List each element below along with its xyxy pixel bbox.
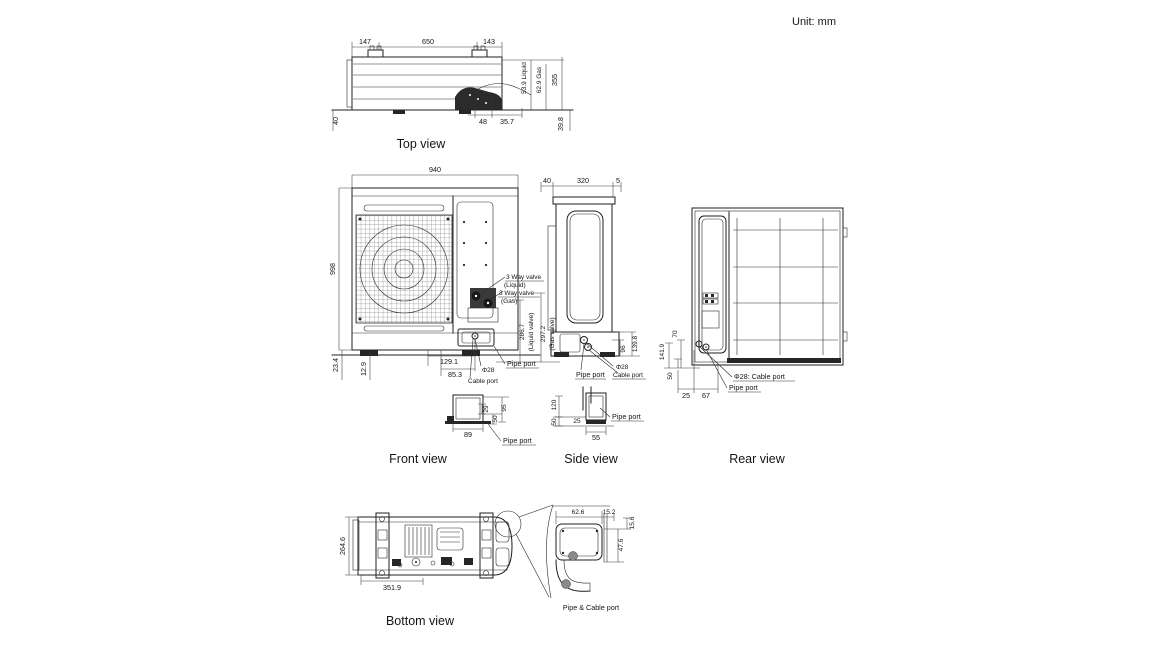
front-view-label: Front view	[389, 452, 447, 466]
side-view-dimensions	[541, 176, 646, 379]
label-pipe-port: Pipe port	[612, 412, 641, 421]
dim-62-9-gas: 62.9 Gas	[536, 66, 543, 94]
bottom-view-dimensions	[338, 517, 423, 592]
bottom-vent-slot	[364, 326, 444, 331]
label-pipe-port: Pipe port	[576, 370, 605, 379]
dim-23-4: 23.4	[331, 358, 340, 372]
dim-35-7: 35.7	[500, 117, 514, 126]
dim-297-2: 297.2	[540, 325, 547, 343]
dim-62-6: 62.6	[571, 509, 585, 516]
label-pipe-cable-port: Pipe & Cable port	[562, 603, 620, 612]
dim-147: 147	[359, 37, 371, 46]
magnifier-circle	[495, 511, 521, 537]
dim-143: 143	[483, 37, 495, 46]
port-plate	[556, 524, 602, 560]
side-view-body	[548, 197, 619, 357]
top-vent-slot	[364, 205, 444, 211]
label-gas: (Gas)	[501, 298, 518, 305]
dim-40: 40	[331, 117, 340, 125]
label-cable-port: Cable port	[468, 378, 498, 385]
dim-355: 355	[550, 74, 559, 86]
dim-55: 55	[592, 433, 600, 442]
side-handle	[567, 211, 603, 323]
label-liquid-valve: (Liquid valve)	[528, 312, 535, 352]
dim-15-6: 15.6	[629, 516, 636, 530]
dim-48: 48	[479, 117, 487, 126]
top-view	[331, 37, 573, 151]
side-view-label: Side view	[564, 452, 618, 466]
dim-85-3: 85.3	[448, 370, 462, 379]
dim-940: 940	[429, 165, 441, 174]
rear-view-body	[692, 208, 847, 365]
front-view-body	[332, 188, 540, 356]
dim-phi28: Φ28	[616, 364, 629, 371]
heat-exchanger-grid	[733, 218, 838, 355]
label-gas-valve: (Gas valve)	[549, 317, 556, 351]
front-pipe-port-detail	[445, 395, 536, 445]
fan-grille	[356, 215, 452, 323]
dim-47-6: 47.6	[618, 538, 625, 552]
dim-15-2: 15.2	[602, 509, 616, 516]
grommet	[569, 552, 578, 561]
dim-351-9: 351.9	[383, 583, 401, 592]
label-3way-valve-liquid: 3 Way valve	[506, 274, 542, 281]
dim-120: 120	[551, 399, 558, 411]
top-view-label: Top view	[396, 137, 446, 151]
dim-phi28: Φ28	[482, 367, 495, 374]
dim-650: 650	[422, 37, 434, 46]
dim-264-6: 264.6	[338, 537, 347, 555]
rear-view	[659, 208, 847, 466]
unit-note: Unit: mm	[792, 16, 836, 28]
grommet	[562, 580, 571, 589]
label-pipe-port: Pipe port	[507, 359, 536, 368]
dim-29: 29	[483, 405, 490, 413]
dim-70: 70	[672, 330, 679, 338]
dim-67: 67	[702, 391, 710, 400]
bottom-view	[338, 513, 512, 628]
dim-50: 50	[667, 372, 674, 380]
valve-assembly	[468, 288, 498, 322]
dim-286-7: 286.7	[519, 323, 526, 341]
dim-39-8: 39.8	[556, 117, 565, 131]
dim-50: 50	[551, 418, 558, 426]
rear-view-label: Rear view	[729, 452, 785, 466]
dim-89: 89	[464, 430, 472, 439]
label-liquid: (Liquid)	[504, 282, 526, 289]
dim-139-8: 139.8	[632, 335, 639, 353]
dim-50: 50	[492, 415, 499, 423]
label-cable-port: Φ28: Cable port	[734, 372, 785, 381]
bottom-view-body	[353, 513, 512, 578]
dim-12-9: 12.9	[359, 362, 368, 376]
dim-96: 96	[620, 345, 627, 353]
side-pipe-port-detail	[551, 387, 644, 442]
label-3way-valve-gas: 3 Way valve	[499, 290, 535, 297]
label-pipe-port: Pipe port	[729, 383, 758, 392]
dim-40: 40	[543, 176, 551, 185]
dim-25: 25	[682, 391, 690, 400]
front-view	[328, 165, 560, 466]
dim-320: 320	[577, 176, 589, 185]
top-view-dimensions	[331, 37, 570, 131]
dim-129-1: 129.1	[440, 357, 458, 366]
bottom-port-detail	[495, 505, 636, 612]
dim-25: 25	[573, 418, 581, 425]
bottom-view-label: Bottom view	[385, 614, 455, 628]
label-cable-port: Cable port	[613, 372, 643, 379]
dim-998: 998	[328, 263, 337, 275]
dim-141-9: 141.9	[659, 343, 666, 361]
dim-5: 5	[616, 176, 620, 185]
label-pipe-port: Pipe port	[503, 436, 532, 445]
dim-95: 95	[501, 404, 508, 412]
dim-53-9-liquid: 53.9 Liquid	[521, 62, 528, 94]
